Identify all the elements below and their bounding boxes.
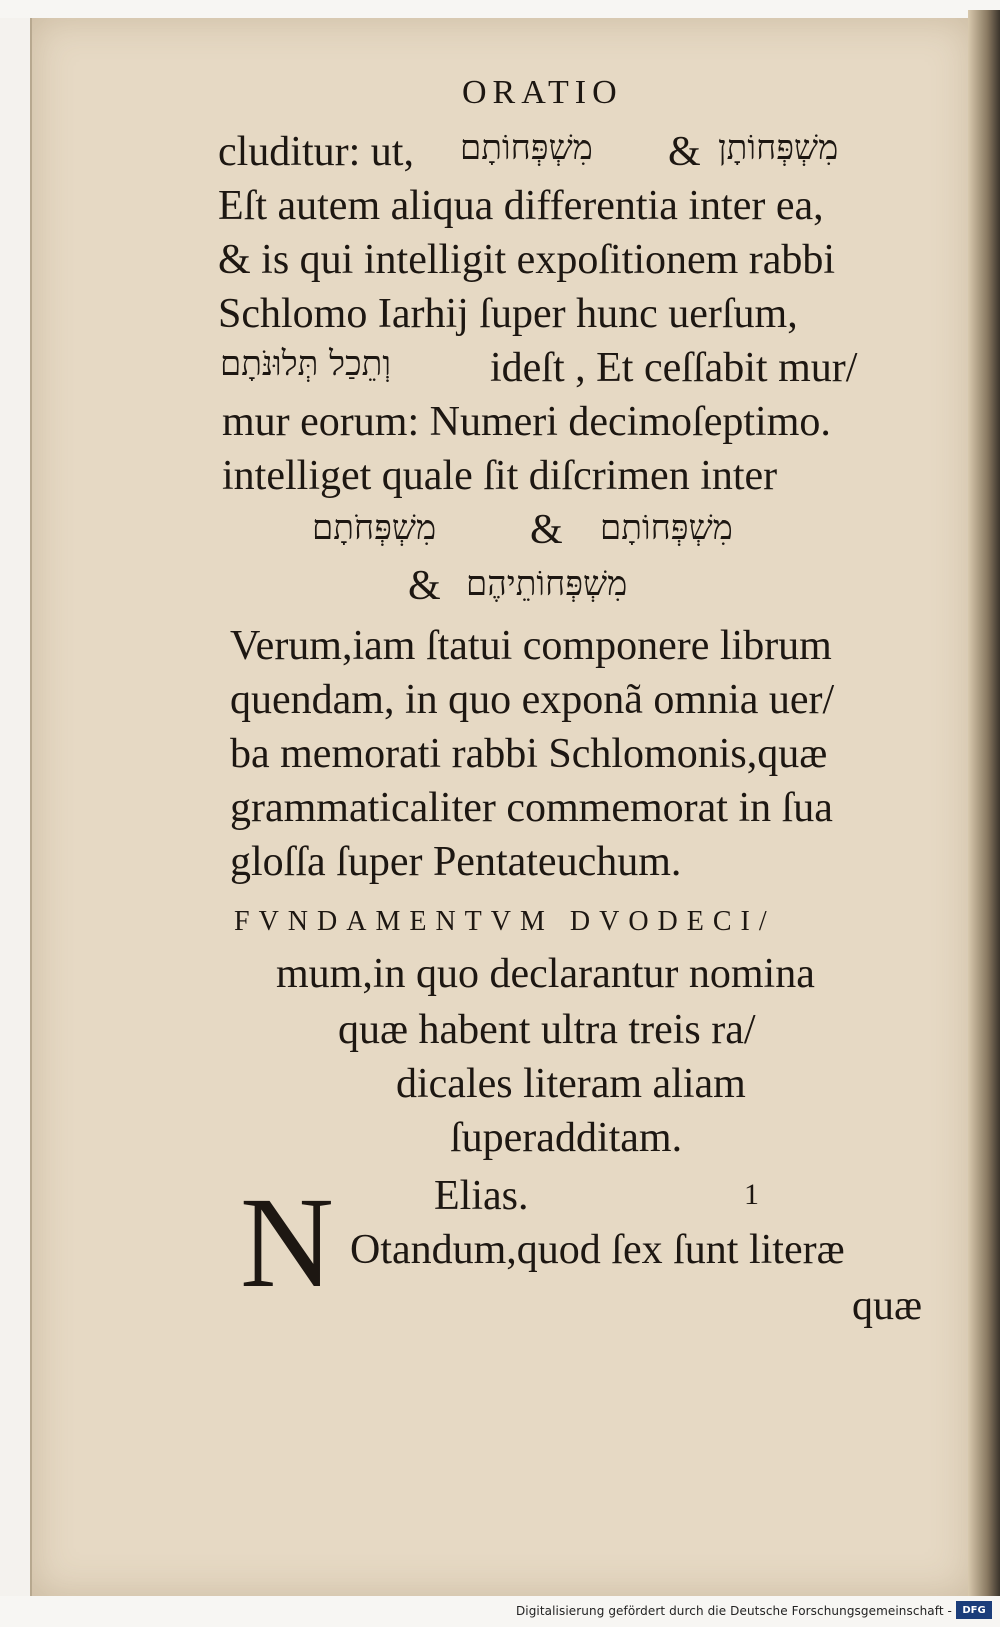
text-line-17: quæ habent ultra treis ra/ <box>338 1007 756 1053</box>
text-line-11: quendam, in quo exponã omnia uer/ <box>230 677 835 723</box>
digitization-credit: Digitalisierung gefördert durch die Deutsche Forschungsgemeinschaft - <box>515 1604 952 1618</box>
running-head: ORATIO <box>462 74 623 111</box>
text-line-9-hebrew: מִשְׁפְּחוֹתֵיהֶם <box>466 564 628 604</box>
dfg-logo: DFG <box>956 1601 992 1619</box>
text-line-14: gloſſa ſuper Pentateuchum. <box>230 839 682 885</box>
text-line-1-latin: cluditur: ut, <box>218 129 414 175</box>
text-line-1-hebrew-b: מִשְׁפְּחוֹתָן <box>718 128 839 168</box>
text-line-9-ampersand: & <box>408 563 441 609</box>
text-line-13: grammaticaliter commemorat in ſua <box>230 785 833 831</box>
text-line-8-hebrew-b: מִשְׁפְּחוֹתָם <box>600 508 733 548</box>
section-heading: FVNDAMENTVM DVODECI/ <box>234 906 776 937</box>
page-gutter-shadow <box>968 10 1000 1600</box>
text-line-5-latin: ideſt , Et ceſſabit mur/ <box>490 345 858 391</box>
text-line-7: intelliget quale ſit diſcrimen inter <box>222 453 778 499</box>
text-line-12: ba memorati rabbi Schlomonis,quæ <box>230 731 828 777</box>
catchword: quæ <box>852 1283 923 1329</box>
text-line-18: dicales literam aliam <box>396 1061 746 1107</box>
folio-number: 1 <box>744 1178 759 1211</box>
text-line-21: Otandum,quod ſex ſunt literæ <box>350 1227 845 1273</box>
text-line-3: & is qui intelligit expoſitionem rabbi <box>218 237 836 283</box>
text-line-8-hebrew-a: מִשְׁפְּחֹתָם <box>312 508 437 548</box>
text-line-5-hebrew: וְתֵכַל תְּלוּנֹּתָם <box>220 344 392 384</box>
text-line-2: Eſt autem aliqua differentia inter ea, <box>218 183 824 229</box>
text-line-19: ſuperadditam. <box>450 1115 683 1161</box>
text-line-16: mum,in quo declarantur nomina <box>276 951 815 997</box>
decorated-initial: N <box>240 1171 334 1315</box>
scan-top-margin <box>0 0 1000 18</box>
text-line-4: Schlomo Iarhij ſuper hunc uerſum, <box>218 291 798 337</box>
text-line-10: Verum,iam ſtatui componere librum <box>230 623 832 669</box>
text-line-1-hebrew-a: מִשְׁפְּחוֹתָם <box>460 128 593 168</box>
author-name: Elias. <box>434 1173 529 1219</box>
text-line-6: mur eorum: Numeri decimoſeptimo. <box>222 399 831 445</box>
text-line-8-ampersand: & <box>530 507 563 553</box>
text-line-1-ampersand: & <box>668 129 701 175</box>
